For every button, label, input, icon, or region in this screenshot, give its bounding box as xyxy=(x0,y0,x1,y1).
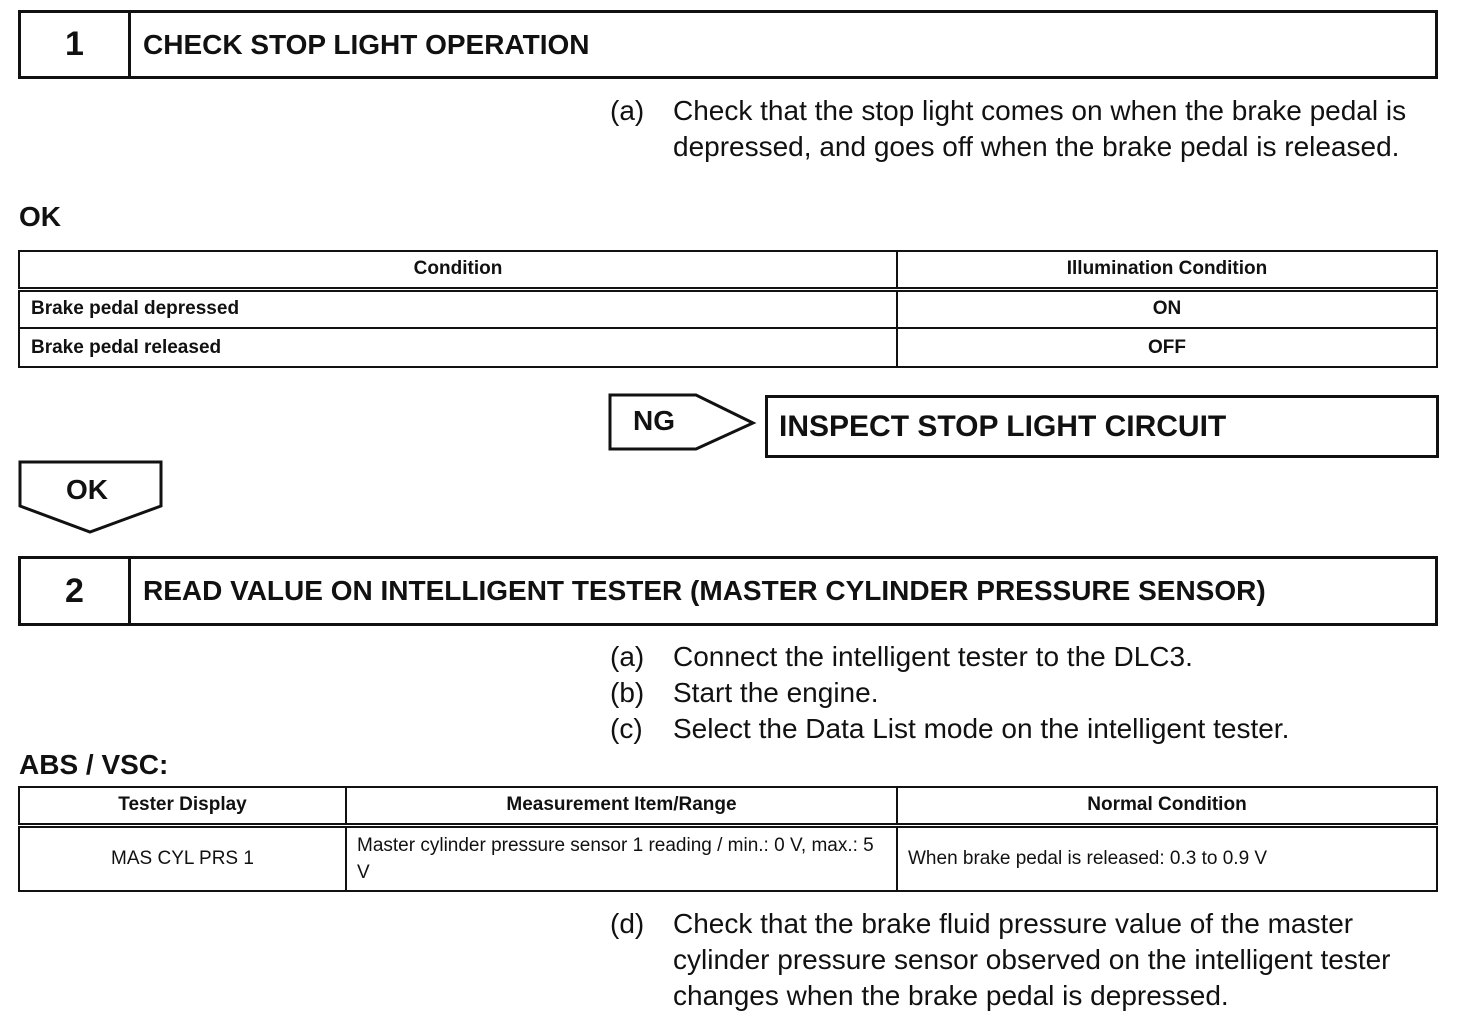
ok-arrow xyxy=(18,460,164,534)
table-cell: OFF xyxy=(897,328,1437,367)
table-cell: ON xyxy=(897,289,1437,328)
step-2-final-instruction xyxy=(610,906,1440,1014)
table-cell: MAS CYL PRS 1 xyxy=(19,825,346,891)
instruction-text: Check that the stop light comes on when the brake pedal is depressed, and goes off when the brake pedal is released. xyxy=(673,95,1407,162)
step-2-header xyxy=(18,556,1438,626)
ng-arrow xyxy=(608,393,758,453)
table-cell: When brake pedal is released: 0.3 to 0.9 V xyxy=(897,825,1437,891)
ng-label: NG xyxy=(633,405,675,436)
table-cell: Brake pedal depressed xyxy=(19,289,897,328)
instruction-text: Check that the brake fluid pressure value of the master cylinder pressure sensor observed on the intelligent tester changes when the brake pedal is depressed. xyxy=(673,908,1391,1011)
table-row xyxy=(19,289,1437,328)
table-row xyxy=(19,328,1437,367)
instruction-item xyxy=(610,906,1440,1014)
step-1-instructions xyxy=(610,93,1440,165)
ng-target-box: INSPECT STOP LIGHT CIRCUIT xyxy=(765,395,1439,458)
table-header: Tester Display xyxy=(19,787,346,825)
instruction-item xyxy=(610,675,1440,711)
step-2-title: READ VALUE ON INTELLIGENT TESTER (MASTER CYLINDER PRESSURE SENSOR) xyxy=(143,575,1266,606)
instruction-item xyxy=(610,639,1440,675)
tester-data-table xyxy=(18,786,1438,892)
instruction-letter: (a) xyxy=(610,95,645,126)
step-1-header xyxy=(18,10,1438,79)
step-2-instructions xyxy=(610,639,1440,747)
section-label: ABS / VSC: xyxy=(19,749,169,780)
table-cell: Master cylinder pressure sensor 1 reading / min.: 0 V, max.: 5 V xyxy=(346,825,897,891)
instruction-item xyxy=(610,711,1440,747)
step-1-title: CHECK STOP LIGHT OPERATION xyxy=(143,28,590,60)
stop-light-table xyxy=(18,250,1438,368)
ok-standard-label: OK xyxy=(19,201,61,232)
table-cell: Brake pedal released xyxy=(19,328,897,367)
instruction-text: Connect the intelligent tester to the DLC3. xyxy=(673,641,1193,672)
instruction-letter: (a) xyxy=(610,641,645,672)
ok-label: OK xyxy=(66,474,108,505)
instruction-text: Start the engine. xyxy=(673,677,879,708)
table-header: Normal Condition xyxy=(897,787,1437,825)
instruction-letter: (b) xyxy=(610,677,645,708)
instruction-letter: (d) xyxy=(610,908,645,939)
table-header: Measurement Item/Range xyxy=(346,787,897,825)
instruction-item xyxy=(610,93,1440,165)
table-header: Condition xyxy=(19,251,897,289)
instruction-letter: (c) xyxy=(610,713,643,744)
instruction-text: Select the Data List mode on the intelligent tester. xyxy=(673,713,1290,744)
table-row xyxy=(19,825,1437,891)
step-1-number: 1 xyxy=(21,13,131,76)
step-2-number: 2 xyxy=(21,559,131,623)
table-header: Illumination Condition xyxy=(897,251,1437,289)
right-arrow-shape xyxy=(608,393,758,453)
